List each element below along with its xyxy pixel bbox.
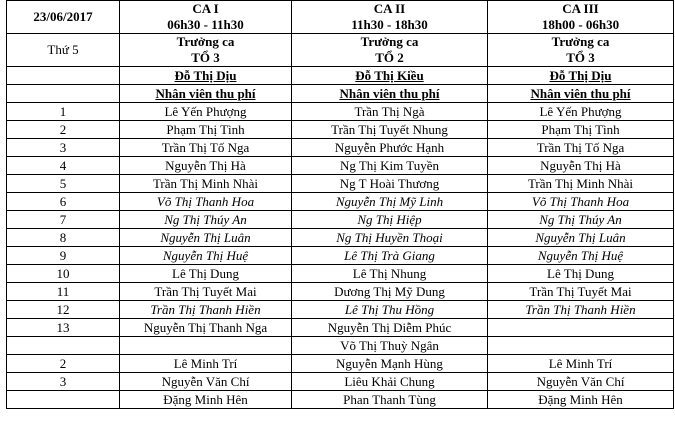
shift-2-staff: Nguyễn Thị Diễm Phúc (292, 319, 488, 337)
shift-2-staff: Võ Thị Thuỳ Ngân (292, 337, 488, 355)
blank-cell (7, 67, 120, 85)
shift-1-leader-title: Trưởng ca (176, 34, 235, 49)
shift-3-name: CA III (562, 1, 599, 16)
shift-3-staff: Trần Thị Minh Nhài (488, 175, 674, 193)
shift-3-staff: Nguyễn Thị Hà (488, 157, 674, 175)
table-row (7, 157, 674, 175)
shift-3-header (488, 1, 674, 34)
shift-1-team (120, 34, 292, 67)
table-row (7, 121, 674, 139)
table-row (7, 283, 674, 301)
shift-3-team-name: TỔ 3 (566, 50, 595, 65)
shift-3-staff-title: Nhân viên thu phí (488, 85, 674, 103)
staff-title-row (7, 85, 674, 103)
shift-3-time: 18h00 - 06h30 (541, 17, 620, 32)
shift-1-staff-title: Nhân viên thu phí (120, 85, 292, 103)
shift-1-staff: Ng Thị Thúy An (120, 211, 292, 229)
table-row (7, 265, 674, 283)
shift-3-leader: Đỗ Thị Dịu (488, 67, 674, 85)
shift-1-staff: Lê Minh Trí (120, 355, 292, 373)
shift-2-team-name: TỔ 2 (375, 50, 404, 65)
shift-2-staff: Ng T Hoài Thương (292, 175, 488, 193)
table-row (7, 247, 674, 265)
shift-3-staff: Nguyễn Văn Chí (488, 373, 674, 391)
shift-1-staff: Nguyễn Thị Thanh Nga (120, 319, 292, 337)
shift-1-staff: Đặng Minh Hên (120, 391, 292, 409)
shift-3-staff: Đặng Minh Hên (488, 391, 674, 409)
shift-2-staff: Nguyễn Thị Mỹ Linh (292, 193, 488, 211)
shift-3-staff: Võ Thị Thanh Hoa (488, 193, 674, 211)
shift-2-header (292, 1, 488, 34)
shift-2-staff: Lê Thị Nhung (292, 265, 488, 283)
shift-1-staff (120, 337, 292, 355)
shift-2-time: 11h30 - 18h30 (351, 17, 428, 32)
date-cell: 23/06/2017 (7, 1, 120, 34)
shift-3-staff (488, 319, 674, 337)
shift-2-staff: Lê Thị Thu Hồng (292, 301, 488, 319)
table-row (7, 319, 674, 337)
shift-1-name: CA I (192, 1, 219, 16)
shift-3-staff: Nguyễn Thị Luân (488, 229, 674, 247)
shift-1-staff: Nguyễn Thị Luân (120, 229, 292, 247)
table-row (7, 229, 674, 247)
row-number: 2 (7, 121, 120, 139)
shift-2-name: CA II (373, 1, 406, 16)
shift-1-staff: Trần Thị Thanh Hiền (120, 301, 292, 319)
table-row (7, 103, 674, 121)
blank-cell (7, 85, 120, 103)
shift-2-staff: Ng Thị Huyền Thoại (292, 229, 488, 247)
shift-3-leader-title: Trưởng ca (551, 34, 610, 49)
table-row (7, 391, 674, 409)
row-number: 11 (7, 283, 120, 301)
shift-1-staff: Võ Thị Thanh Hoa (120, 193, 292, 211)
shift-3-staff: Trần Thị Tố Nga (488, 139, 674, 157)
shift-2-staff-title: Nhân viên thu phí (292, 85, 488, 103)
shift-1-staff: Lê Thị Dung (120, 265, 292, 283)
shift-1-staff: Trần Thị Minh Nhài (120, 175, 292, 193)
shift-2-staff: Ng Thị Kim Tuyền (292, 157, 488, 175)
row-number (7, 337, 120, 355)
table-row (7, 301, 674, 319)
row-number: 13 (7, 319, 120, 337)
row-number: 5 (7, 175, 120, 193)
shift-3-staff: Lê Minh Trí (488, 355, 674, 373)
shift-1-staff: Nguyễn Thị Huệ (120, 247, 292, 265)
shift-roster-table (6, 0, 674, 409)
shift-3-team (488, 34, 674, 67)
shift-1-team-name: TỔ 3 (191, 50, 220, 65)
shift-3-staff: Lê Yến Phượng (488, 103, 674, 121)
shift-header-row (7, 1, 674, 34)
shift-2-staff: Trần Thị Tuyết Nhung (292, 121, 488, 139)
shift-3-staff: Ng Thị Thúy An (488, 211, 674, 229)
leader-name-row (7, 67, 674, 85)
table-row (7, 193, 674, 211)
table-row (7, 373, 674, 391)
row-number: 10 (7, 265, 120, 283)
shift-3-staff: Trần Thị Tuyết Mai (488, 283, 674, 301)
shift-3-staff: Nguyễn Thị Huệ (488, 247, 674, 265)
leader-header-row (7, 34, 674, 67)
shift-1-leader: Đỗ Thị Dịu (120, 67, 292, 85)
shift-1-header (120, 1, 292, 34)
shift-1-staff: Phạm Thị Tình (120, 121, 292, 139)
shift-2-leader: Đỗ Thị Kiều (292, 67, 488, 85)
shift-2-staff: Liêu Khải Chung (292, 373, 488, 391)
row-number: 2 (7, 355, 120, 373)
shift-3-staff (488, 337, 674, 355)
table-row (7, 355, 674, 373)
row-number: 12 (7, 301, 120, 319)
row-number: 8 (7, 229, 120, 247)
shift-2-staff: Nguyễn Mạnh Hùng (292, 355, 488, 373)
shift-2-team (292, 34, 488, 67)
row-number: 3 (7, 373, 120, 391)
shift-3-staff: Lê Thị Dung (488, 265, 674, 283)
row-number: 7 (7, 211, 120, 229)
shift-1-staff: Trần Thị Tuyết Mai (120, 283, 292, 301)
table-row (7, 139, 674, 157)
row-number: 6 (7, 193, 120, 211)
shift-2-staff: Phan Thanh Tùng (292, 391, 488, 409)
table-row (7, 337, 674, 355)
row-number: 3 (7, 139, 120, 157)
table-row (7, 175, 674, 193)
row-number: 1 (7, 103, 120, 121)
shift-1-staff: Nguyễn Văn Chí (120, 373, 292, 391)
shift-3-staff: Phạm Thị Tình (488, 121, 674, 139)
shift-1-staff: Lê Yến Phượng (120, 103, 292, 121)
shift-2-leader-title: Trưởng ca (360, 34, 419, 49)
shift-2-staff: Trần Thị Ngà (292, 103, 488, 121)
table-row (7, 211, 674, 229)
shift-2-staff: Lê Thị Trà Giang (292, 247, 488, 265)
weekday-cell: Thứ 5 (7, 34, 120, 67)
shift-2-staff: Ng Thị Hiệp (292, 211, 488, 229)
row-number (7, 391, 120, 409)
shift-3-staff: Trần Thị Thanh Hiền (488, 301, 674, 319)
row-number: 9 (7, 247, 120, 265)
shift-2-staff: Nguyễn Phước Hạnh (292, 139, 488, 157)
shift-2-staff: Dương Thị Mỹ Dung (292, 283, 488, 301)
row-number: 4 (7, 157, 120, 175)
shift-1-staff: Trần Thị Tố Nga (120, 139, 292, 157)
shift-1-time: 06h30 - 11h30 (167, 17, 244, 32)
shift-1-staff: Nguyễn Thị Hà (120, 157, 292, 175)
